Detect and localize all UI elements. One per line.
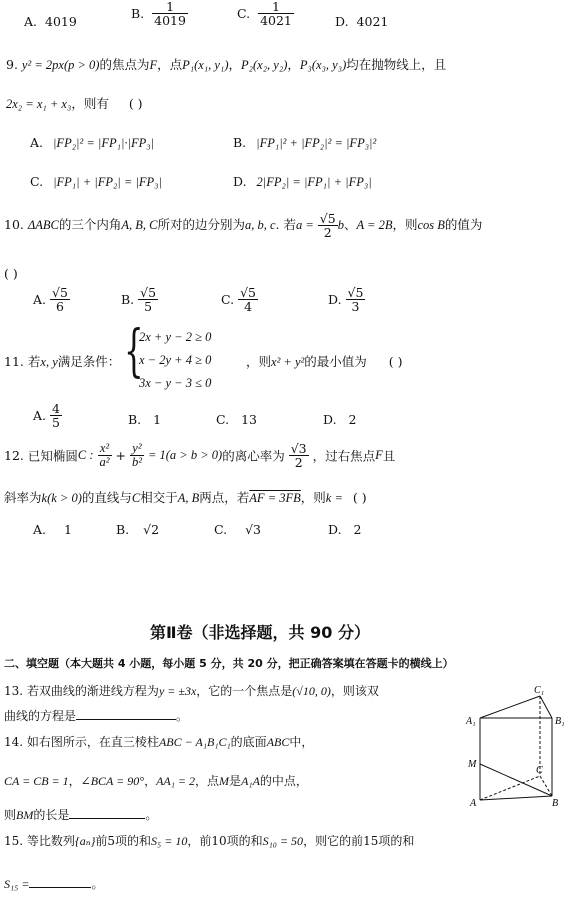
edge-a1-c1: [480, 696, 540, 718]
q11-condition-2: x − 2y + 4 ≥ 0: [139, 353, 212, 367]
q15-stem-line2: S₁₅ = 。: [4, 874, 103, 892]
q12-option-c: C. √3: [214, 522, 261, 537]
q9-stem-line2: 2x₂ = x₁ + x₃，则有 ( ): [6, 96, 143, 111]
q10-paren: ( ): [4, 266, 18, 281]
label-b: B: [552, 798, 559, 809]
q13-stem-line2: 曲线的方程是 。: [4, 706, 188, 724]
q9-option-b: B. |FP₁|² + |FP₂|² = |FP₃|²: [233, 135, 377, 150]
q8-option-b: B. $\frac{1}{4019}$: [131, 0, 186, 29]
edge-c1-b1: [540, 696, 552, 718]
q15-answer-blank[interactable]: [29, 874, 91, 888]
q11-brace: {: [124, 319, 144, 384]
q11-option-d: D. 2: [323, 412, 357, 427]
edge-a-b: [480, 796, 552, 800]
q10-option-a: A. $\frac{√5}{6}$: [33, 285, 68, 315]
q11-prefix: 11. 若x, y满足条件：: [4, 354, 121, 369]
edge-a-c: [480, 776, 540, 800]
q10-stem: 10. ΔABC的三个内角A, B, C所对的边分别为a, b, c. 若a = $\frac{√5}{2}$ b、A = 2B，则cos B的值为: [4, 211, 483, 241]
q9-option-c: C. |FP₁| + |FP₂| = |FP₃|: [30, 174, 162, 189]
q14-stem-line2: CA = CB = 1，∠BCA = 90°，AA₁ = 2，点M是A₁A的中点，: [4, 774, 308, 788]
label-a: A: [470, 798, 477, 809]
q11-option-b: B. 1: [128, 412, 162, 427]
q14-answer-blank[interactable]: [69, 805, 145, 819]
q12-stem-line2: 斜率为k(k > 0)的直线与C相交于A, B两点，若AF = 3FB，则k = ( ): [4, 490, 367, 505]
q12-option-b: B. √2: [116, 522, 160, 537]
q9-option-a: A. |FP₂|² = |FP₁|·|FP₃|: [30, 135, 155, 150]
q15-stem-line1: 15. 等比数列{aₙ}前5项的和S₅ = 10，前10项的和S₁₀ = 50，则它的前15项的和: [4, 834, 415, 848]
label-c1: C₁: [534, 685, 545, 696]
q12-option-d: D. 2: [328, 522, 362, 537]
q11-condition-1: 2x + y − 2 ≥ 0: [139, 330, 212, 344]
section-2-header: 二、填空题（本大题共 4 小题，每小题 5 分，共 20 分，把正确答案填在答题卡的横线上）: [4, 657, 454, 670]
q10-option-b: B. $\frac{√5}{5}$: [121, 285, 157, 315]
prism-figure: [464, 684, 568, 810]
q8-option-c: C. $\frac{1}{4021}$: [237, 0, 292, 29]
q11-option-a: A. $\frac{4}{5}$: [33, 401, 60, 431]
q9-option-d: D. 2|FP₂| = |FP₁| + |FP₃|: [233, 174, 372, 189]
q8-option-a: A. 4019: [24, 14, 77, 29]
q8-option-d: D. 4021: [335, 14, 389, 29]
q13-answer-blank[interactable]: [76, 706, 176, 720]
label-a1: A₁: [466, 716, 476, 727]
section-2-title: 第Ⅱ卷（非选择题，共 90 分）: [150, 623, 370, 642]
q14-stem-line1: 14. 如右图所示，在直三棱柱ABC − A₁B₁C₁的底面ABC中，: [4, 735, 314, 749]
label-m: M: [468, 759, 477, 770]
q10-option-d: D. $\frac{√5}{3}$: [328, 285, 364, 315]
q11-suffix: ，则x² + y²的最小值为 ( ): [246, 354, 403, 369]
q12-option-a: A. 1: [33, 522, 72, 537]
q13-stem-line1: 13. 若双曲线的渐进线方程为y = ±3x，它的一个焦点是(√10, 0)，则该双: [4, 684, 379, 698]
q11-condition-3: 3x − y − 3 ≤ 0: [139, 376, 212, 390]
q12-stem-line1: 12. 已知椭圆C : $\frac{\text{x²}}{\text{a²}}$ + $\frac{\text{y²}}{\text{b²}}$ = 1(a > b > 0)的离心率为 $\frac{√3}{2}$ ，过右焦点F且: [4, 441, 396, 471]
q9-stem-line1: 9. y² = 2px(p > 0)的焦点为F，点P₁(x₁, y₁)，P₂(x₂, y₂)，P₃(x₃, y₃)均在抛物线上，且: [6, 57, 447, 72]
label-c: C: [536, 765, 543, 776]
q14-stem-line3: 则BM的长是 。: [4, 805, 157, 823]
q10-option-c: C. $\frac{√5}{4}$: [221, 285, 256, 315]
q11-option-c: C. 13: [216, 412, 257, 427]
label-b1: B₁: [555, 716, 565, 727]
